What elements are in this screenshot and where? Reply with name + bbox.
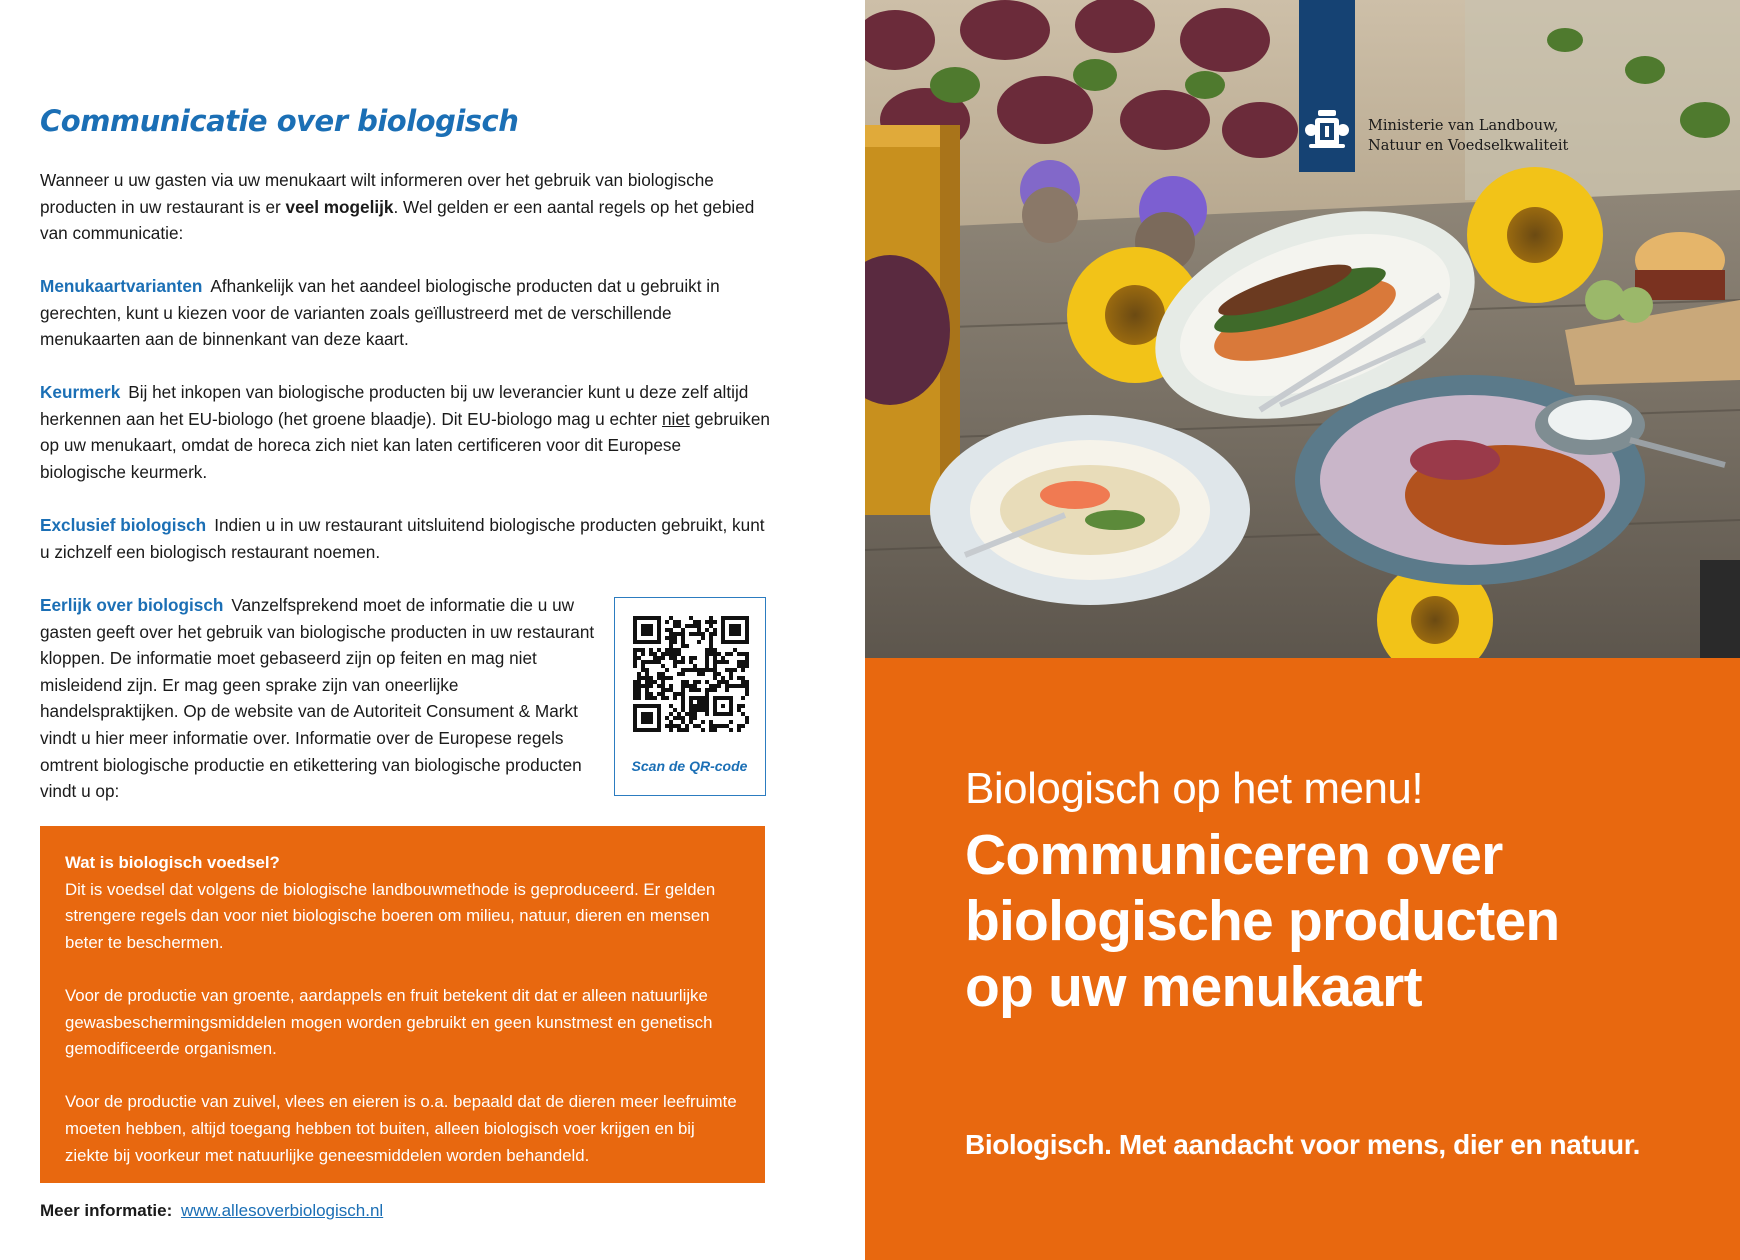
more-info	[40, 1201, 383, 1221]
section-heading: Communicatie over biologisch	[40, 104, 519, 138]
intro-emphasis: veel mogelijk	[285, 196, 394, 217]
cover-slogan: Biologisch. Met aandacht voor mens, dier en natuur.	[965, 1129, 1641, 1160]
ministry-logo-bar	[1299, 0, 1355, 172]
section-eerlijk	[40, 592, 595, 805]
underlined-word: niet	[662, 408, 690, 429]
section-text: gebruiken op uw menukaart, omdat de horeca zich niet kan laten certificeren voor dit Europese biologische keurmerk.	[40, 408, 770, 482]
section-exclusief	[40, 512, 770, 565]
cover-title: Communiceren over biologische producten op uw menukaart	[965, 823, 1560, 1019]
qr-code-icon	[633, 616, 749, 732]
qr-code-box[interactable]	[614, 597, 766, 796]
crest-icon	[1299, 0, 1355, 172]
section-text: Afhankelijk van het aandeel biologische producten dat u gebruikt in gerechten, kunt u kiezen voor de varianten zoals geïllustreerd met de verschillende menukaarten aan de binnenkant van deze kaart.	[40, 276, 720, 350]
section-term: Menukaartvarianten	[40, 276, 203, 296]
info-box-title: Wat is biologisch voedsel?	[65, 853, 280, 872]
back-page	[0, 0, 865, 1260]
qr-caption: Scan de QR-code	[631, 758, 748, 774]
info-box	[40, 826, 765, 1183]
more-info-link[interactable]: www.allesoverbiologisch.nl	[180, 1201, 384, 1220]
info-box-paragraph: Voor de productie van groente, aardappels en fruit betekent dit dat er alleen natuurlijke gewasbeschermingsmiddelen mogen worden gebruikt en geen kunstmest en genetisch gemodificeerde organismen.	[65, 985, 713, 1059]
ministry-name: Ministerie van Landbouw, Natuur en Voedselkwaliteit	[1368, 118, 1569, 154]
section-text: Bij het inkopen van biologische producten bij uw leverancier kunt u deze zelf altijd herkennen aan het EU-biologo (het groene blaadje). Dit EU-biologo mag u echter	[40, 382, 749, 429]
cover-subtitle: Biologisch op het menu!	[965, 764, 1424, 813]
info-box-paragraph: Voor de productie van zuivel, vlees en eieren is o.a. bepaald dat de dieren meer leefruimte moeten hebben, altijd toegang hebben tot buiten, alleen biologisch voer krijgen en bij ziekte bij voorkeur met natuurlijke geneesmiddelen worden behandeld.	[65, 1092, 737, 1165]
section-term: Exclusief biologisch	[40, 515, 207, 535]
section-term: Keurmerk	[40, 382, 121, 402]
info-box-paragraph: Dit is voedsel dat volgens de biologische landbouwmethode is geproduceerd. Er gelden strengere regels dan voor niet biologische boeren om milieu, natuur, dieren en mensen beter te beschermen.	[65, 879, 716, 952]
cover-page	[865, 0, 1740, 1260]
section-term: Eerlijk over biologisch	[40, 595, 224, 615]
section-text: Indien u in uw restaurant uitsluitend biologische producten gebruikt, kunt u zichzelf een biologisch restaurant noemen.	[40, 515, 765, 562]
section-menukaartvarianten	[40, 273, 770, 353]
section-keurmerk	[40, 379, 770, 485]
section-text: Vanzelfsprekend moet de informatie die u uw gasten geeft over het gebruik van biologische producten in uw restaurant kloppen. De informatie moet gebaseerd zijn op feiten en mag niet misleidend zijn. Er mag geen sprake zijn van oneerlijke handelspraktijken. Op de website van de Autoriteit Consument & Markt vindt u hier meer informatie over. Informatie over de Europese regels omtrent biologische productie en etikettering van biologische producten vindt u op:	[40, 595, 595, 802]
intro-paragraph: Wanneer u uw gasten via uw menukaart wilt informeren over het gebruik van biologische producten in uw restaurant is er veel mogelijk. Wel gelden er een aantal regels op het gebied van communicatie:	[40, 170, 755, 244]
more-info-label: Meer informatie:	[40, 1201, 173, 1220]
